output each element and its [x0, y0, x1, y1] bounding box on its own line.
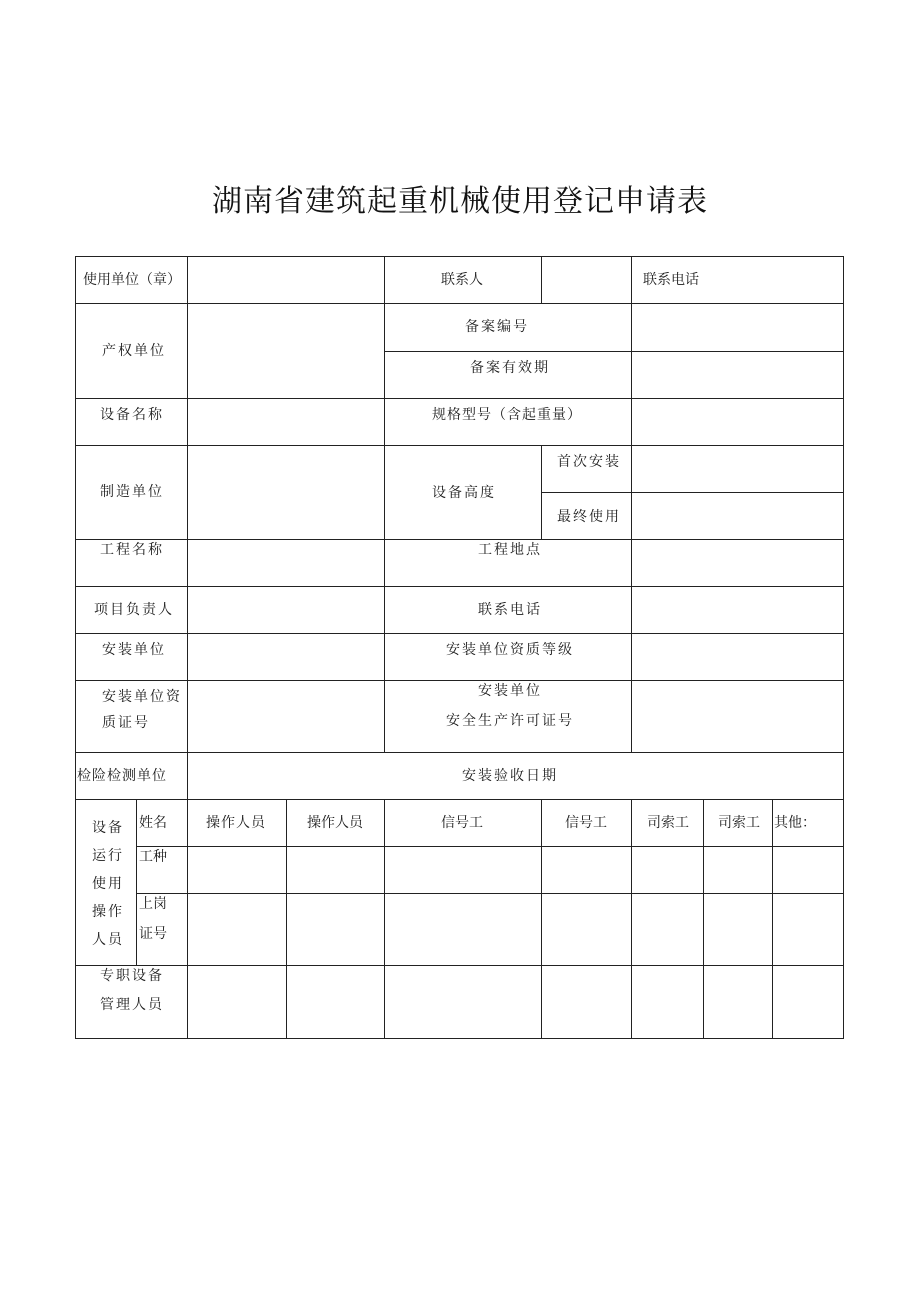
inspection-unit-field[interactable]	[188, 753, 384, 799]
install-qual-cert-label-line2: 质证号	[102, 715, 150, 731]
operators-group-label-3: 使用	[92, 876, 124, 892]
cert-label-line2: 证号	[139, 926, 167, 942]
manager-label-line2: 管理人员	[100, 997, 164, 1013]
equipment-name-field[interactable]	[188, 399, 384, 445]
column-rigger-2: 司索工	[718, 815, 760, 831]
operators-group-label-1: 设备	[92, 820, 124, 836]
final-use-label: 最终使用	[557, 509, 621, 525]
install-qual-cert-label-line1: 安装单位资	[102, 689, 182, 705]
table-rule	[75, 799, 844, 800]
table-rule	[541, 799, 542, 1039]
operators-group-label-2: 运行	[92, 848, 124, 864]
column-signal-2: 信号工	[565, 815, 607, 831]
column-other: 其他：	[774, 815, 816, 831]
table-rule	[136, 846, 844, 847]
project-phone-label: 联系电话	[478, 602, 542, 618]
name-label: 姓名	[139, 815, 167, 831]
acceptance-date-label: 安装验收日期	[462, 768, 558, 784]
manufacturer-label: 制造单位	[100, 484, 164, 500]
install-unit-label-2: 安装单位	[478, 683, 542, 699]
table-rule	[384, 256, 385, 752]
inspection-unit-label: 检险检测单位	[77, 768, 167, 784]
cert-label-line1: 上岗	[139, 896, 167, 912]
install-unit-field[interactable]	[188, 634, 384, 680]
project-manager-label: 项目负责人	[94, 602, 174, 618]
table-rule	[136, 799, 137, 965]
first-install-height-field[interactable]	[632, 446, 844, 492]
spec-model-field[interactable]	[632, 399, 844, 445]
table-rule	[703, 799, 704, 1039]
table-rule	[772, 799, 773, 1039]
operators-group-label-4: 操作	[92, 904, 124, 920]
record-no-field[interactable]	[632, 304, 844, 351]
column-rigger-1: 司索工	[647, 815, 689, 831]
safety-license-field[interactable]	[632, 681, 844, 752]
project-location-field[interactable]	[632, 540, 844, 586]
equipment-name-label: 设备名称	[100, 407, 164, 423]
use-unit-label: 使用单位（章）	[83, 272, 181, 288]
contact-person-field[interactable]	[542, 257, 631, 303]
install-unit-label: 安装单位	[102, 642, 166, 658]
column-signal-1: 信号工	[441, 815, 483, 831]
table-rule	[631, 799, 632, 1039]
owner-unit-label: 产权单位	[102, 343, 166, 359]
contact-phone-label: 联系电话	[643, 272, 699, 288]
table-rule	[286, 799, 287, 1039]
contact-person-label: 联系人	[441, 272, 483, 288]
safety-license-label: 安全生产许可证号	[446, 713, 574, 729]
table-rule	[75, 965, 844, 966]
manager-label-line1: 专职设备	[100, 968, 164, 984]
project-location-label: 工程地点	[478, 542, 542, 558]
project-phone-field[interactable]	[632, 587, 844, 633]
trade-label: 工种	[139, 849, 167, 865]
install-qual-grade-field[interactable]	[632, 634, 844, 680]
column-operator-1: 操作人员	[206, 815, 266, 831]
acceptance-date-field[interactable]	[632, 753, 844, 799]
record-valid-field[interactable]	[632, 352, 844, 398]
table-rule	[136, 893, 844, 894]
column-operator-2: 操作人员	[307, 815, 363, 831]
record-valid-label: 备案有效期	[470, 360, 550, 376]
first-install-label: 首次安装	[557, 454, 621, 470]
equipment-height-label: 设备高度	[432, 485, 496, 501]
operators-group-label-5: 人员	[92, 932, 124, 948]
project-name-label: 工程名称	[100, 542, 164, 558]
owner-unit-field[interactable]	[188, 304, 384, 398]
install-qual-cert-field[interactable]	[188, 681, 384, 752]
record-no-label: 备案编号	[465, 319, 529, 335]
project-name-field[interactable]	[188, 540, 384, 586]
table-rule	[384, 799, 385, 1039]
manufacturer-field[interactable]	[188, 446, 384, 539]
project-manager-field[interactable]	[188, 587, 384, 633]
spec-model-label: 规格型号（含起重量）	[432, 407, 582, 423]
install-qual-grade-label: 安装单位资质等级	[446, 642, 574, 658]
table-rule	[541, 445, 542, 539]
use-unit-field[interactable]	[188, 257, 384, 303]
final-use-height-field[interactable]	[632, 493, 844, 539]
page-title: 湖南省建筑起重机械使用登记申请表	[212, 184, 708, 219]
